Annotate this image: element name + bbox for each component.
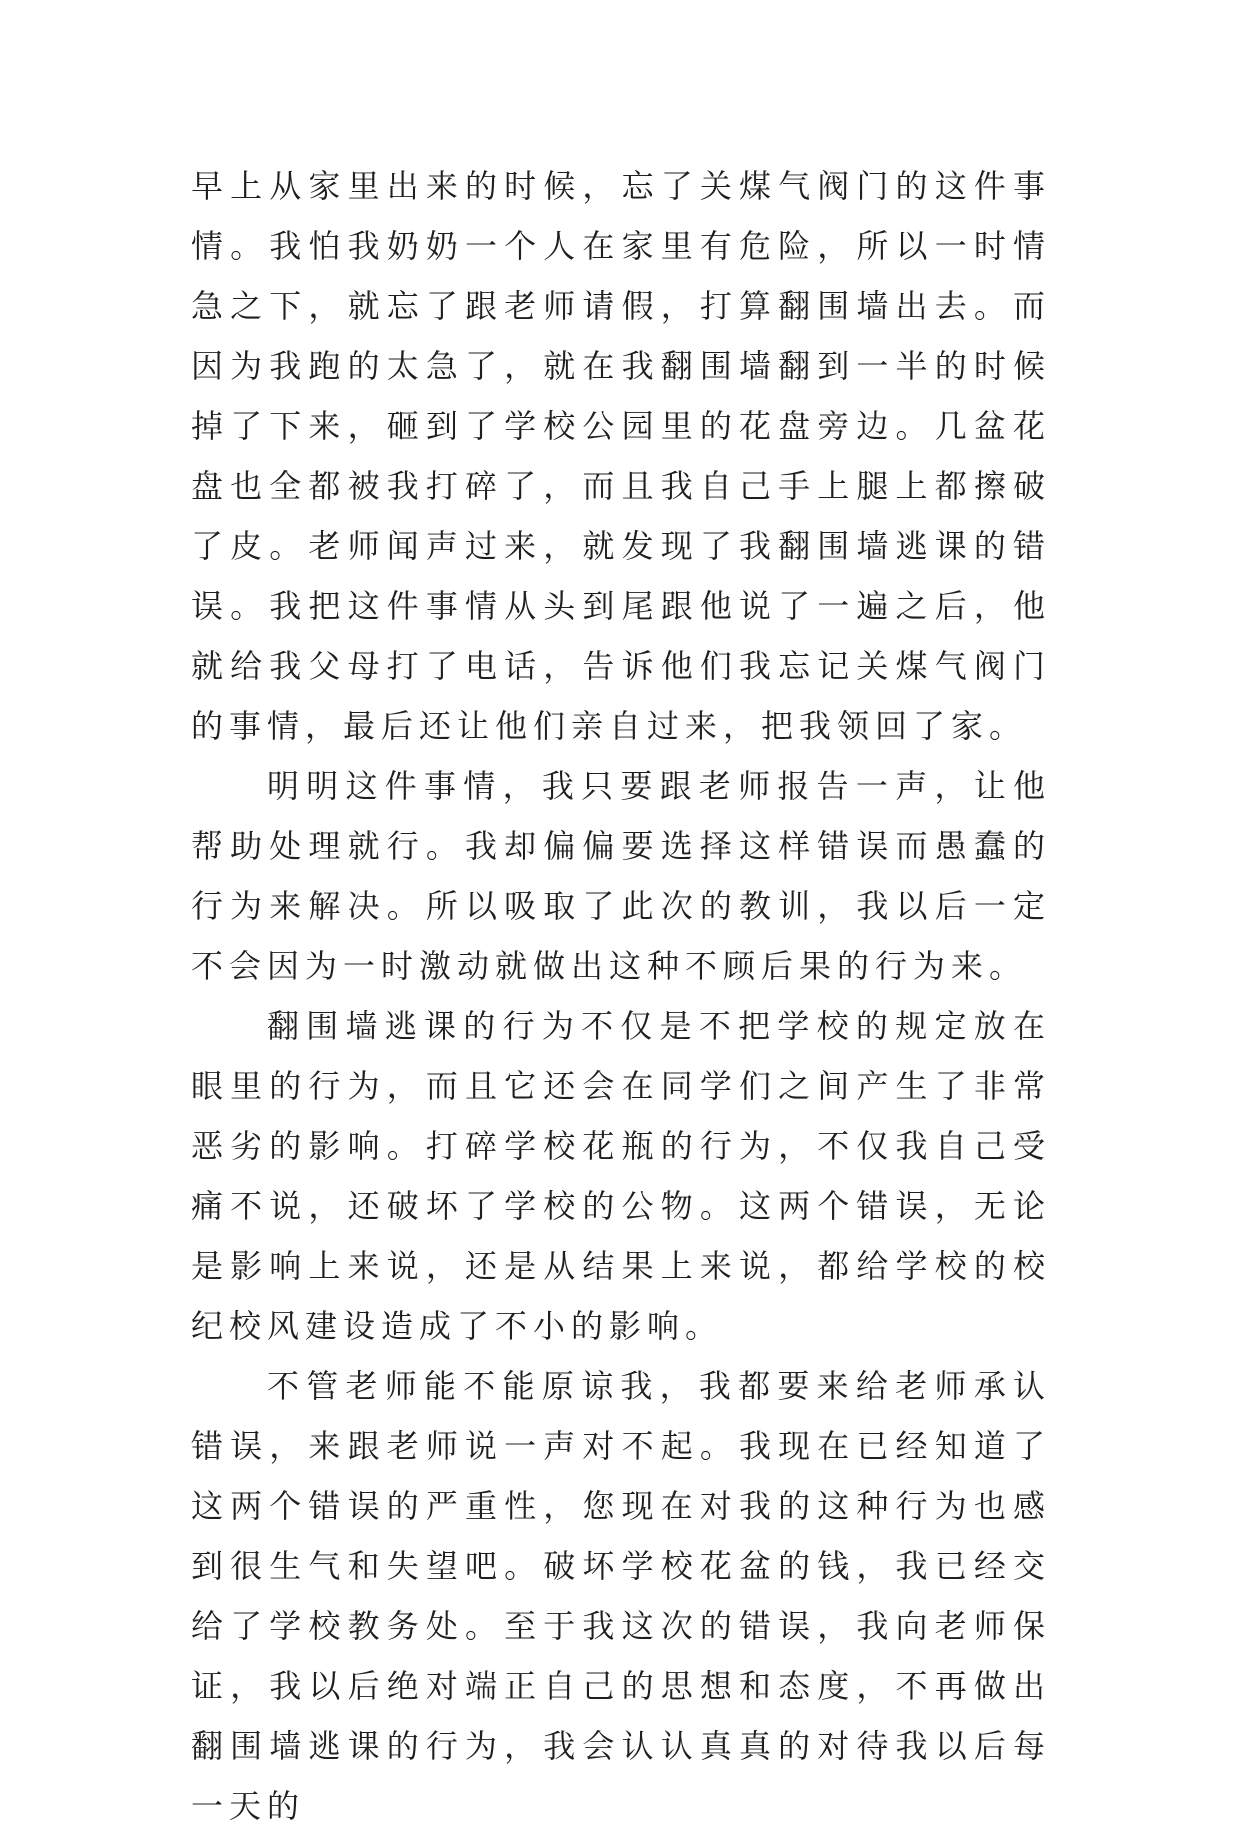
paragraph-1: 早上从家里出来的时候，忘了关煤气阀门的这件事情。我怕我奶奶一个人在家里有危险，所以一时情急之下，就忘了跟老师请假，打算翻围墙出去。而因为我跑的太急了，就在我翻围墙翻到一半的时候掉了下来，砸到了学校公园里的花盘旁边。几盆花盘也全都被我打碎了，而且我自己手上腿上都擦破了皮。老师闻声过来，就发现了我翻围墙逃课的错误。我把这件事情从头到尾跟他说了一遍之后，他就给我父母打了电话，告诉他们我忘记关煤气阀门的事情，最后还让他们亲自过来，把我领回了家。 <box>191 167 1051 745</box>
paragraph-3: 翻围墙逃课的行为不仅是不把学校的规定放在眼里的行为，而且它还会在同学们之间产生了非常恶劣的影响。打碎学校花瓶的行为，不仅我自己受痛不说，还破坏了学校的公物。这两个错误，无论是影响上来说，还是从结果上来说，都给学校的校纪校风建设造成了不小的影响。 <box>191 1007 1051 1345</box>
document-body <box>191 156 1051 1836</box>
paragraph-2: 明明这件事情，我只要跟老师报告一声，让他帮助处理就行。我却偏偏要选择这样错误而愚蠢的行为来解决。所以吸取了此次的教训，我以后一定不会因为一时激动就做出这种不顾后果的行为来。 <box>191 767 1051 985</box>
paragraph-4: 不管老师能不能原谅我，我都要来给老师承认错误，来跟老师说一声对不起。我现在已经知道了这两个错误的严重性，您现在对我的这种行为也感到很生气和失望吧。破坏学校花盆的钱，我已经交给了学校教务处。至于我这次的错误，我向老师保证，我以后绝对端正自己的思想和态度，不再做出翻围墙逃课的行为，我会认认真真的对待我以后每一天的 <box>191 1367 1051 1825</box>
